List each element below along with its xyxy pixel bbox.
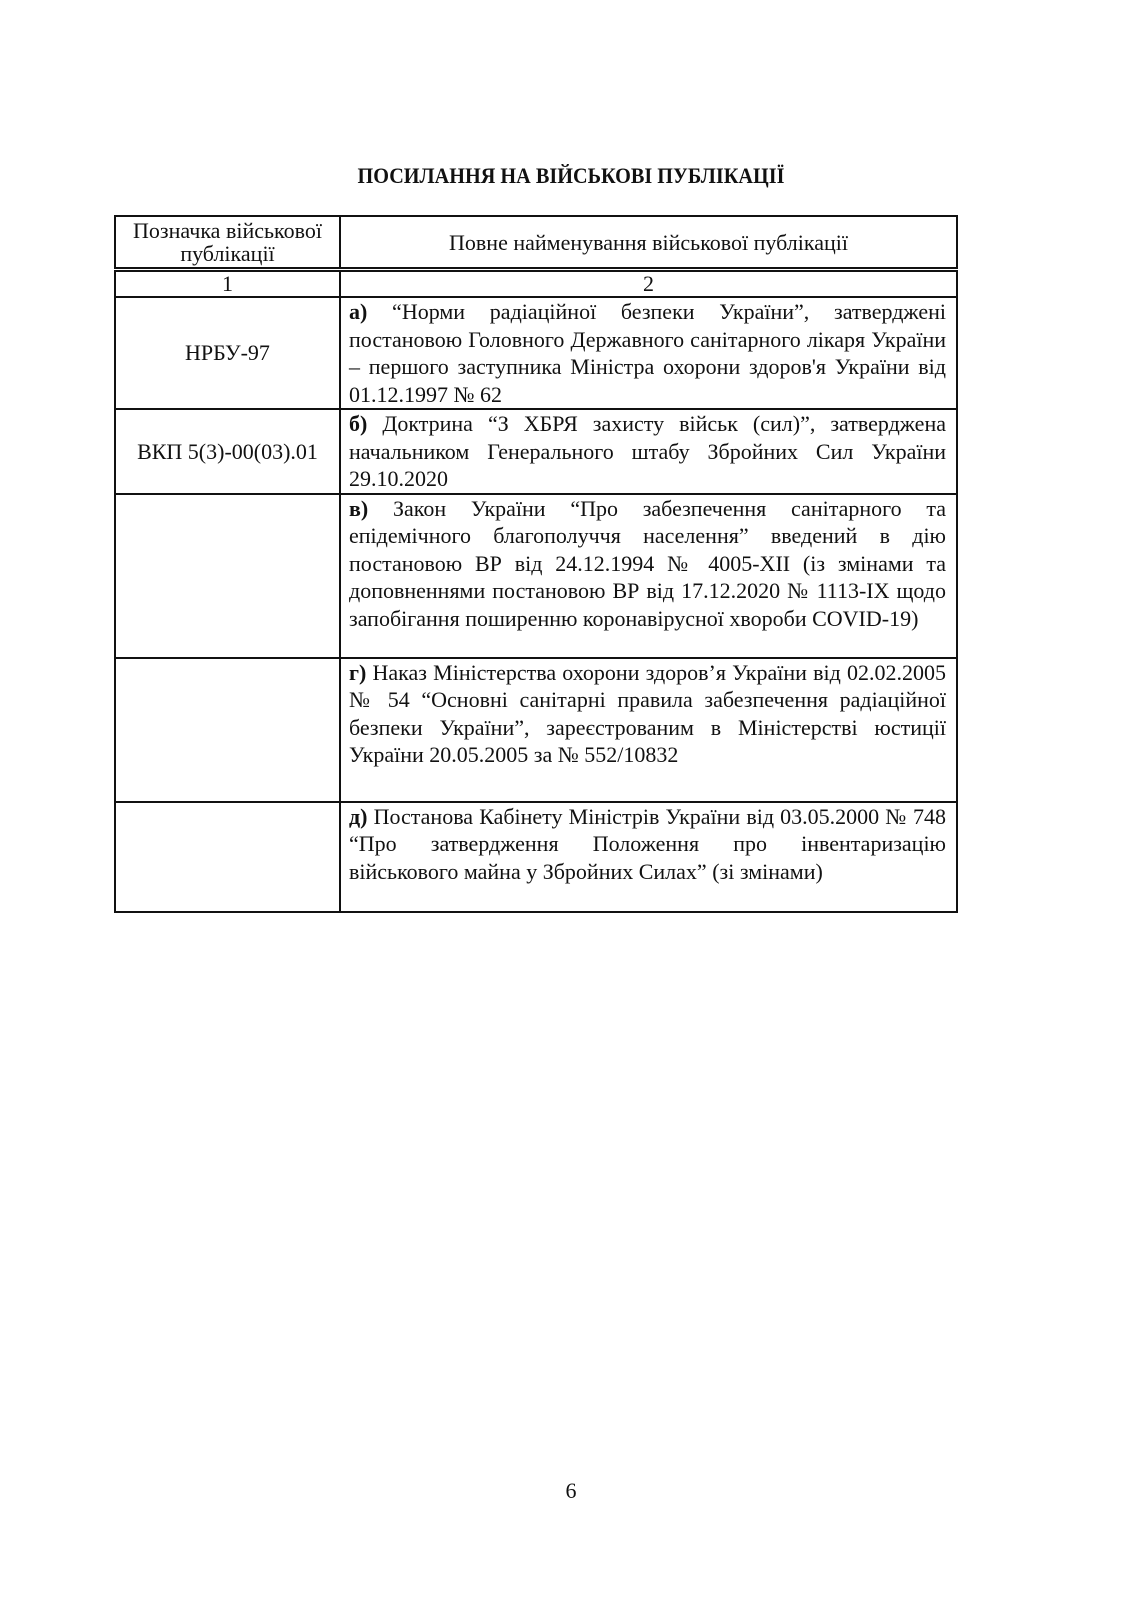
table-row — [115, 802, 957, 912]
column-number-row — [115, 270, 957, 298]
table-row — [115, 409, 957, 494]
table-row — [115, 297, 957, 409]
table-row — [115, 494, 957, 658]
item-marker: в) — [349, 495, 369, 521]
description-cell — [340, 297, 957, 409]
header-designation: Позначка військової публікації — [115, 216, 340, 270]
description-cell — [340, 802, 957, 912]
column-number-2: 2 — [340, 270, 957, 298]
page-title: ПОСИЛАННЯ НА ВІЙСЬКОВІ ПУБЛІКАЦІЇ — [357, 163, 785, 188]
item-marker: г) — [349, 659, 367, 685]
item-marker: б) — [349, 411, 368, 436]
description-text: Закон України “Про забезпечення санітарного та епідемічного благополуччя населення” введений в дію постановою ВР від 24.12.1994 № 4005-XII (із змінами та доповненнями постановою ВР від 17.12.2020 № 1113-IX щодо запобігання поширенню коронавірусної хвороби COVID-19) — [349, 495, 946, 631]
description-text: Доктрина “З ХБРЯ захисту військ (сил)”, затверджена начальником Генерального штабу Збройних Сил України 29.10.2020 — [349, 411, 946, 491]
description-cell — [340, 409, 957, 494]
table-header-row — [115, 216, 957, 270]
description-text: Наказ Міністерства охорони здоров’я України від 02.02.2005 № 54 “Основні санітарні правила забезпечення радіаційної безпеки України”, зареєстрованим в Міністерстві юстиції України 20.05.2005 за № 552/10832 — [349, 659, 946, 767]
description-text: “Норми радіаційної безпеки України”, затверджені постановою Головного Державного санітарного лікаря України – першого заступника Міністра охорони здоров'я України від 01.12.1997 № 62 — [349, 299, 946, 407]
description-cell — [340, 494, 957, 658]
description-cell — [340, 658, 957, 802]
designation-cell — [115, 658, 340, 802]
military-publications-table — [114, 215, 958, 913]
item-marker: а) — [349, 299, 368, 324]
designation-cell — [115, 802, 340, 912]
table-row — [115, 658, 957, 802]
designation-cell: ВКП 5(3)-00(03).01 — [115, 409, 340, 494]
column-number-1: 1 — [115, 270, 340, 298]
designation-cell — [115, 494, 340, 658]
designation-cell: НРБУ-97 — [115, 297, 340, 409]
description-text: Постанова Кабінету Міністрів України від 03.05.2000 № 748 “Про затвердження Положення про інвентаризацію військового майна у Збройних Силах” (зі змінами) — [349, 803, 946, 884]
page-number: 6 — [565, 1478, 577, 1503]
item-marker: д) — [349, 803, 368, 829]
header-full-name: Повне найменування військової публікації — [340, 216, 957, 270]
